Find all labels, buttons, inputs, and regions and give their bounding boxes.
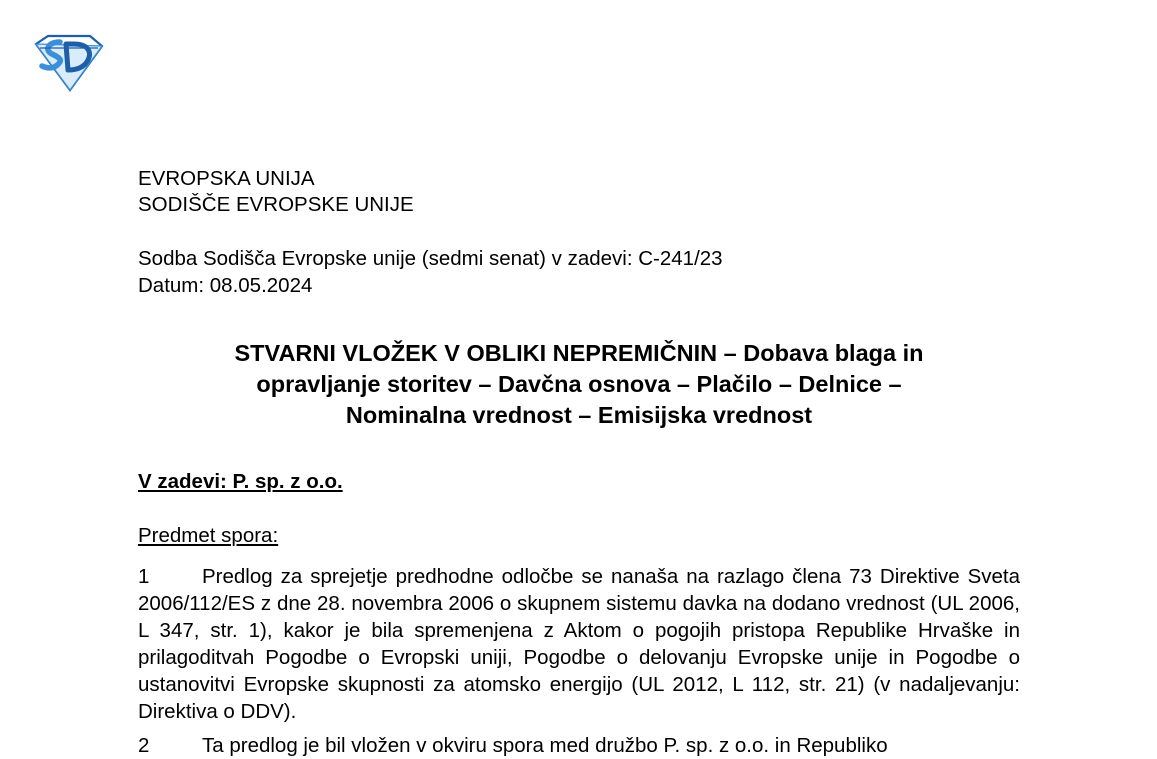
case-reference: Sodba Sodišča Evropske unije (sedmi senat) v zadevi: C-241/23 <box>138 247 723 270</box>
paragraph-number: 2 <box>138 734 150 757</box>
party-heading: V zadevi: P. sp. z o.o. <box>138 470 343 493</box>
title-line2: opravljanje storitev – Davčna osnova – Plačilo – Delnice – <box>256 371 902 397</box>
court-name-line2: SODIŠČE EVROPSKE UNIJE <box>138 193 414 216</box>
title-line1: STVARNI VLOŽEK V OBLIKI NEPREMIČNIN – Dobava blaga in <box>234 340 924 366</box>
court-logo-icon <box>30 34 106 92</box>
paragraph-text: Ta predlog je bil vložen v okviru spora med družbo P. sp. z o.o. in Republiko <box>202 734 888 757</box>
court-header <box>138 166 414 218</box>
court-name-line1: EVROPSKA UNIJA <box>138 167 315 190</box>
paragraph-text: Predlog za sprejetje predhodne odločbe se nanaša na razlago člena 73 Direktive Sveta 2006/112/ES z dne 28. novembra 2006 o skupnem sistemu davka na dodano vrednost (UL 2006, L 347, str. 1), kakor je bila spremenjena z Aktom o pogojih pristopa Republike Hrvaške in prilagoditvah Pogodbe o Evropski uniji, Pogodbe o delovanju Evropske unije in Pogodbe o ustanovitvi Evropske skupnosti za atomsko energijo (UL 2012, L 112, str. 21) (v nadaljevanju: Direktiva o DDV). <box>138 565 1020 723</box>
case-info <box>138 245 723 299</box>
paragraph-number: 1 <box>138 565 150 588</box>
document-title <box>138 338 1020 431</box>
paragraph-2 <box>138 732 1020 759</box>
judgment-date: Datum: 08.05.2024 <box>138 274 313 297</box>
title-line3: Nominalna vrednost – Emisijska vrednost <box>345 402 813 428</box>
paragraph-1 <box>138 563 1020 725</box>
subject-heading: Predmet spora: <box>138 524 279 547</box>
